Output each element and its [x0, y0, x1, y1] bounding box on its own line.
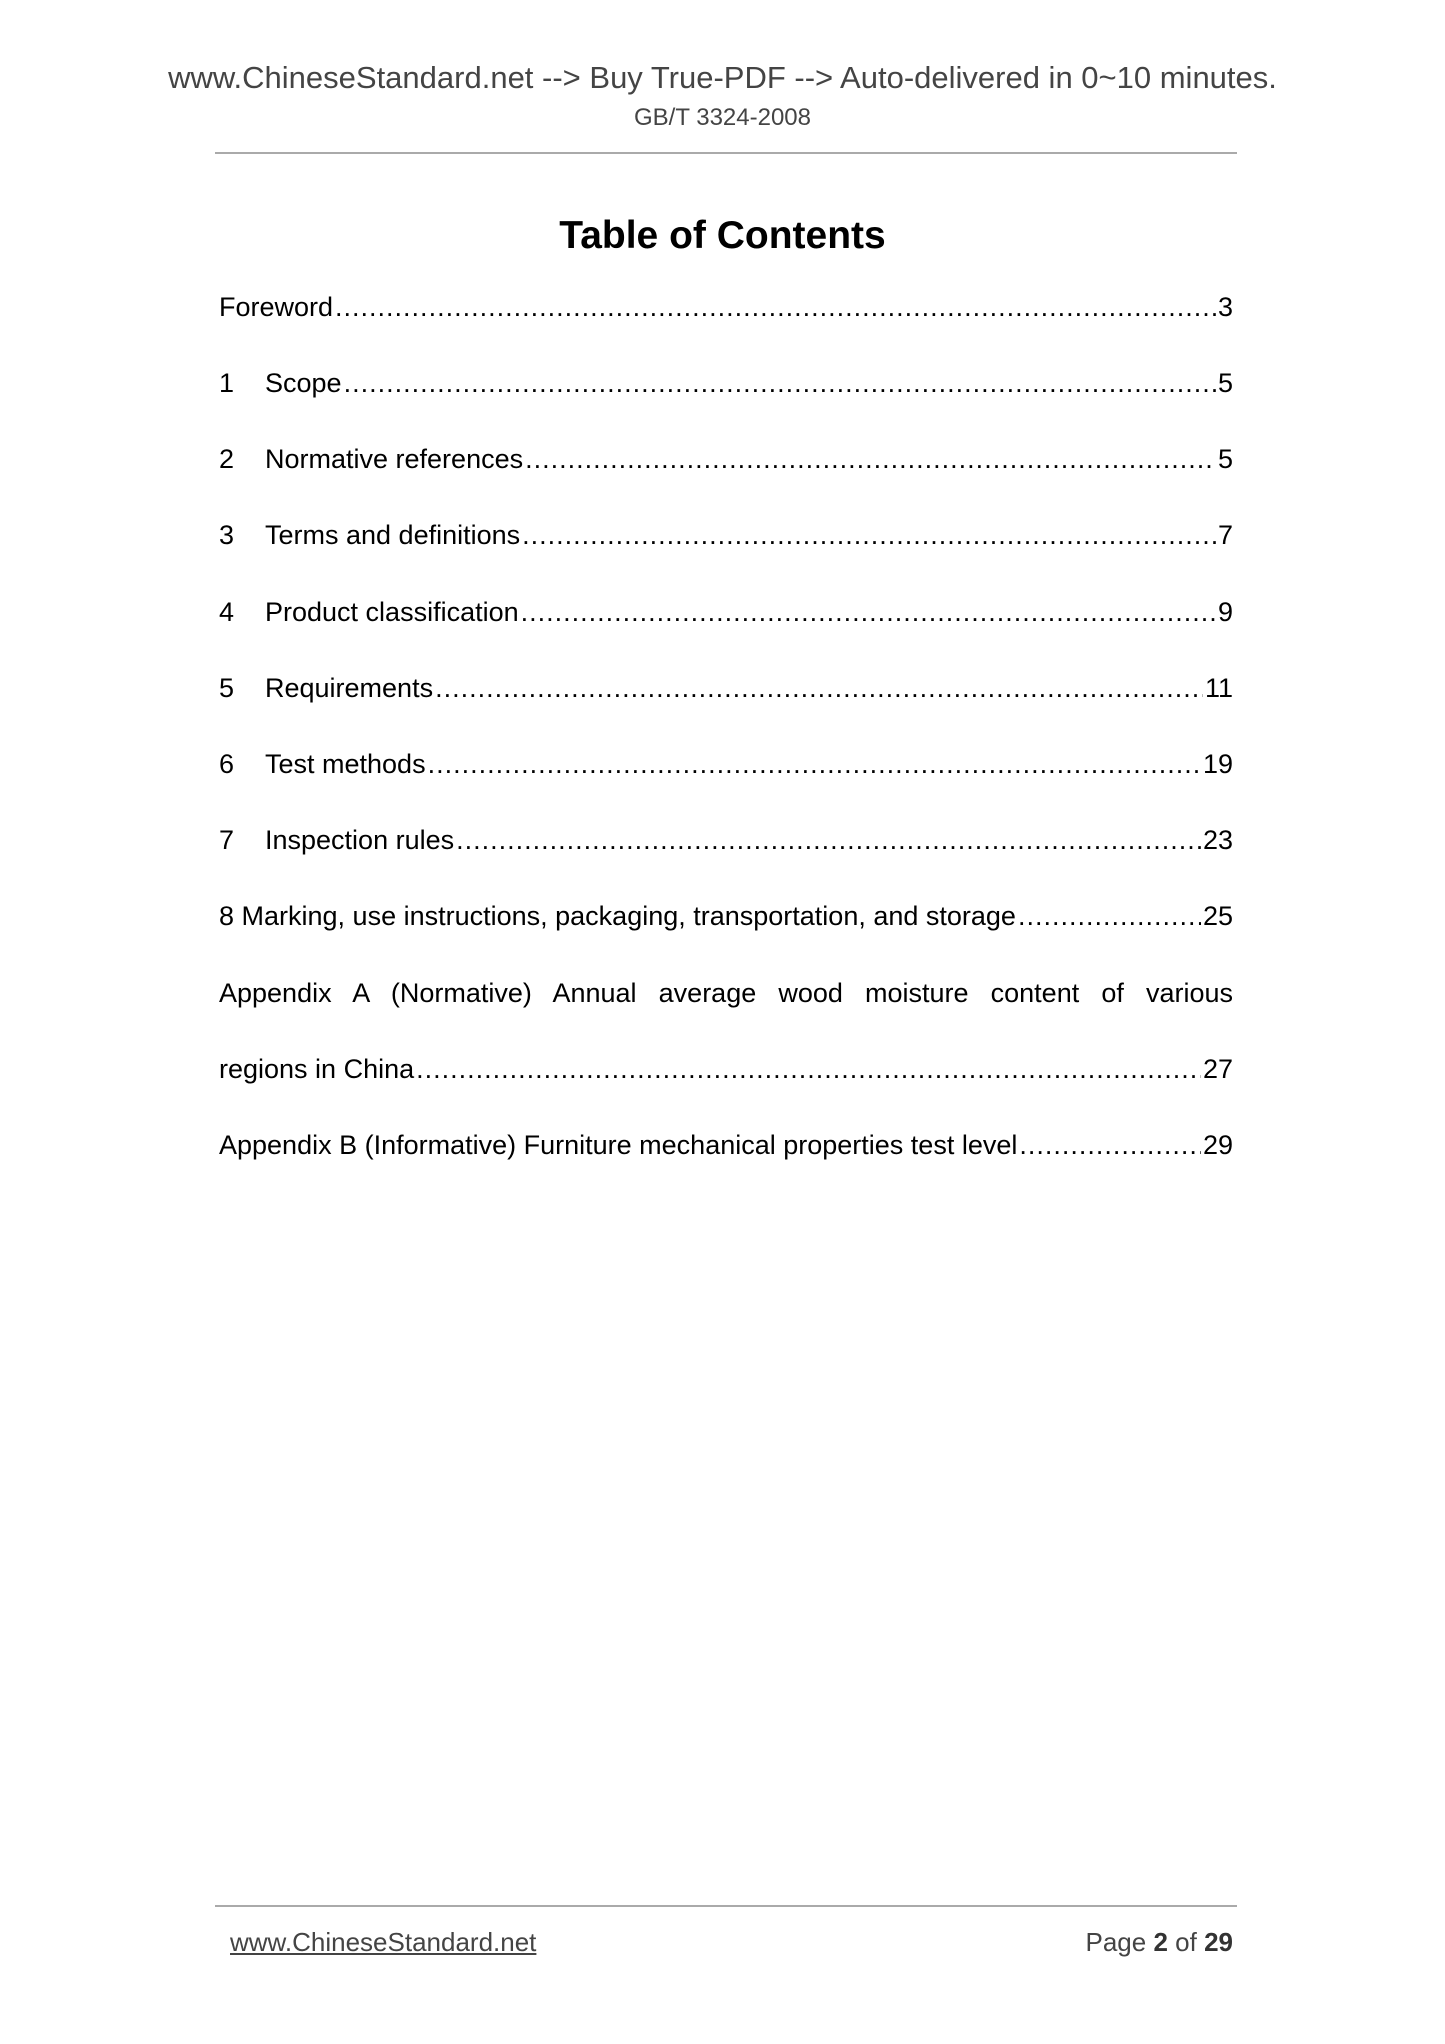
- footer-website-link[interactable]: www.ChineseStandard.net: [230, 1927, 537, 1957]
- toc-number: 4: [219, 597, 235, 627]
- standard-id: GB/T 3324-2008: [633, 104, 811, 131]
- toc-entry-appendix-a-cont[interactable]: [219, 1054, 1233, 1088]
- dot-leader: [522, 520, 1216, 551]
- dot-leader: [456, 825, 1201, 856]
- header-divider: [215, 152, 1237, 154]
- toc-entry-appendix-a[interactable]: [219, 978, 1233, 1012]
- toc-label: Appendix B (Informative) Furniture mechanical properties test level: [219, 1130, 1018, 1160]
- toc-number: 6: [219, 749, 235, 779]
- dot-leader: [344, 368, 1216, 399]
- toc-label: regions in China: [219, 1054, 415, 1084]
- total-pages: 29: [1204, 1927, 1233, 1957]
- toc-entry-scope[interactable]: [219, 368, 1233, 402]
- toc-page: 27: [1202, 1054, 1233, 1084]
- header-banner: www.ChineseStandard.net --> Buy True-PDF --> Auto-delivered in 0~10 minutes.: [168, 60, 1277, 95]
- dot-leader: [435, 673, 1203, 704]
- toc-entry-requirements[interactable]: [219, 673, 1233, 707]
- toc-page: 5: [1217, 368, 1233, 398]
- toc-page: 3: [1217, 292, 1233, 322]
- footer-divider: [215, 1905, 1237, 1907]
- toc-page: 7: [1217, 520, 1233, 550]
- toc-label: 8 Marking, use instructions, packaging, transportation, and storage: [219, 901, 1016, 931]
- dot-leader: [428, 749, 1201, 780]
- toc-entry-terms[interactable]: [219, 520, 1233, 554]
- toc-entry-classification[interactable]: [219, 597, 1233, 631]
- toc-label: Inspection rules: [265, 825, 455, 855]
- toc-number: 2: [219, 444, 235, 474]
- toc-entry-appendix-b[interactable]: [219, 1130, 1233, 1164]
- toc-page: 25: [1202, 901, 1233, 931]
- toc-page: 29: [1202, 1130, 1233, 1160]
- toc-entry-foreword[interactable]: [219, 292, 1233, 326]
- toc-number: 5: [219, 673, 235, 703]
- toc-page: 11: [1204, 673, 1233, 703]
- dot-leader: [521, 597, 1216, 628]
- toc-page: 19: [1202, 749, 1233, 779]
- toc-page: 23: [1202, 825, 1233, 855]
- page-number: [1085, 1927, 1233, 1958]
- toc-label: Product classification: [265, 597, 519, 627]
- dot-leader: [416, 1054, 1201, 1085]
- toc-label: Scope: [265, 368, 342, 398]
- dot-leader: [1018, 901, 1201, 932]
- page-of: of: [1175, 1927, 1197, 1957]
- toc-entry-inspection-rules[interactable]: [219, 825, 1233, 859]
- page-prefix: Page: [1085, 1927, 1147, 1957]
- toc-number: 3: [219, 520, 235, 550]
- toc-label: Terms and definitions: [265, 520, 521, 550]
- toc-number: 7: [219, 825, 235, 855]
- toc-page: 5: [1217, 444, 1233, 474]
- toc-entry-test-methods[interactable]: [219, 749, 1233, 783]
- toc-label: Test methods: [265, 749, 426, 779]
- toc-label: Foreword: [219, 292, 334, 322]
- toc-label: Requirements: [265, 673, 434, 703]
- toc-label: Normative references: [265, 444, 524, 474]
- dot-leader: [525, 444, 1216, 475]
- dot-leader: [1019, 1130, 1201, 1161]
- toc-entry-normative-references[interactable]: [219, 444, 1233, 478]
- dot-leader: [335, 292, 1216, 323]
- page-title: Table of Contents: [559, 214, 886, 257]
- toc-entry-marking[interactable]: [219, 901, 1233, 935]
- current-page: 2: [1153, 1927, 1168, 1957]
- toc-page: 9: [1217, 597, 1233, 627]
- toc-label: Appendix A (Normative) Annual average wood moisture content of various: [219, 978, 1233, 1008]
- toc-number: 1: [219, 368, 235, 398]
